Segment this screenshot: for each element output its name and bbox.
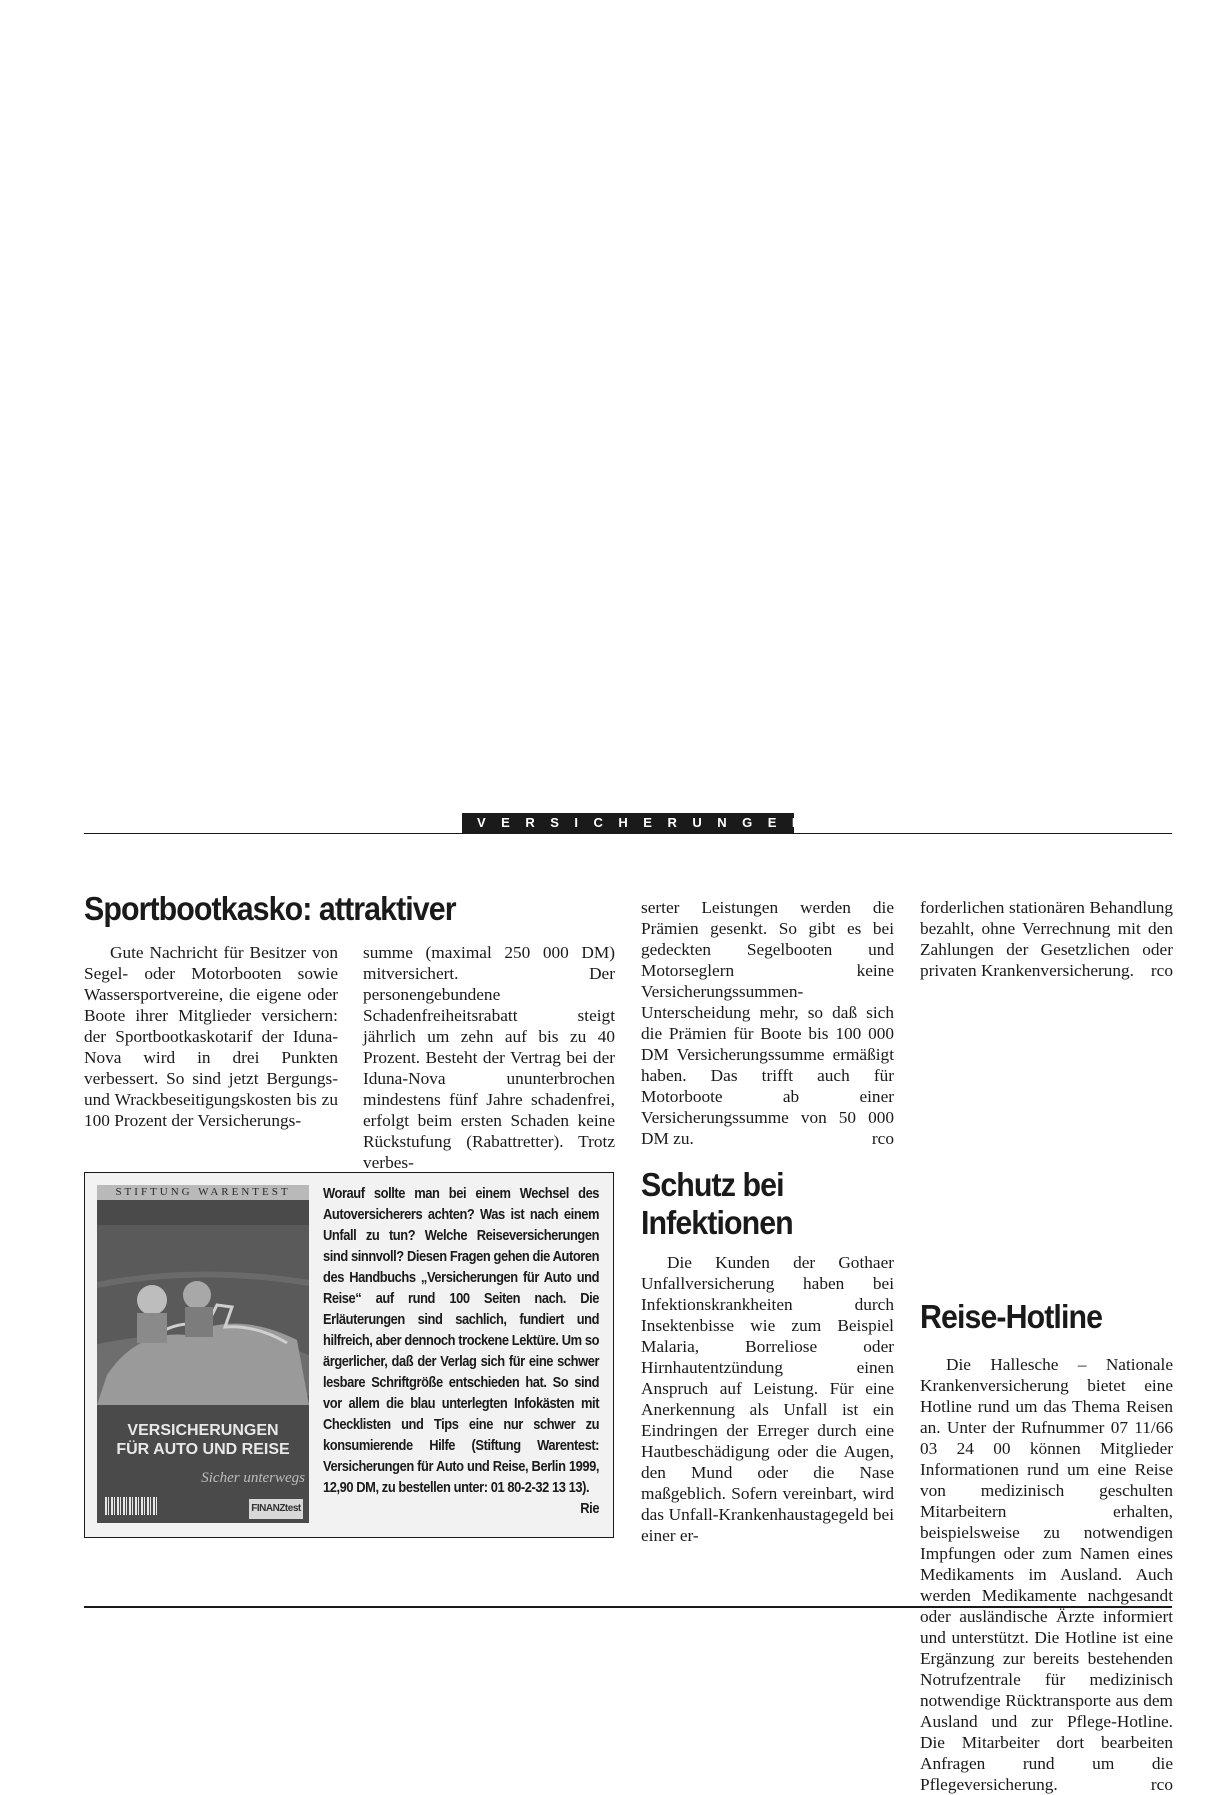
section-tag: VERSICHERUNGEN [462, 813, 794, 833]
body-text-span: serter Leistungen werden die Prämien gesenkt. So gibt es bei gedeckten Segelbooten und Motorseglern keine Versicherungssummen-Unterscheidung mehr, so daß sich die Prämien für Boote bis 100 000 DM Versicherungssumme ermäßigt haben. Das trifft auch für Motorboote ab einer Versicherungssumme von 50 000 DM zu. [641, 898, 894, 1148]
headline-reise-hotline: Reise-Hotline [920, 1298, 1103, 1335]
headline-sportbootkasko: Sportbootkasko: attraktiver [84, 890, 456, 927]
author-signature: Rie [580, 1500, 600, 1517]
cover-car-illustration [97, 1225, 309, 1405]
publisher-logo: FINANZtest [249, 1499, 303, 1519]
article-reise-hotline-column-4 [920, 1354, 1173, 1795]
cover-title [97, 1421, 309, 1459]
book-review-text [323, 1183, 599, 1519]
cover-subtitle: Sicher unterwegs [201, 1470, 305, 1486]
article-sportbootkasko-column-3 [641, 897, 894, 1149]
author-signature: rco [871, 1129, 894, 1148]
article-infektionen-column-4 [920, 897, 1173, 981]
headline-schutz-bei-infektionen: Schutz bei Infektionen [641, 1166, 793, 1241]
book-review-body: Worauf sollte man bei einem Wechsel des Autoversicherers achten? Was ist nach einem Unfall zu tun? Welche Reiseversicherungen sind sinnvoll? Diesen Fragen gehen die Autoren des Handbuchs „Versicherungen für Auto und Reise“ auf rund 100 Seiten nach. Die Erläuterungen sind sachlich, fundiert und hilfreich, aber dennoch trockene Lektüre. Um so ärgerlicher, daß der Verlag sich für eine schwer lesbare Schriftgröße entschieden hat. So sind vor allem die blau unterlegten Infokästen mit Checklisten und Tips eine nur schwer zu konsumierende Hilfe (Stiftung Warentest: Versicherungen für Auto und Reise, Berlin 1999, 12,90 DM, zu bestellen unter: 01 80-2-32 13 13). [323, 1185, 600, 1496]
body-text: summe (maximal 250 000 DM) mitversichert. Der personengebundene Schadenfreiheitsrabatt steigt jährlich um zehn auf bis zu 40 Prozent. Besteht der Vertrag bei der Iduna-Nova ununterbrochen mindestens fünf Jahre schadenfrei, erfolgt beim ersten Schaden keine Rückstufung (Rabattretter). Trotz verbes- [363, 943, 615, 1172]
body-text [641, 897, 894, 1149]
cover-title-line-1: VERSICHERUNGEN [127, 1422, 279, 1439]
book-cover-image [97, 1185, 309, 1523]
body-text-span: Die Hallesche – Nationale Krankenversicherung bietet eine Hotline rund um das Thema Reisen an. Unter der Rufnummer 07 11/66 03 24 00 können Mitglieder Informationen rund um eine Reise von medizinisch geschulten Mitarbeitern erhalten, beispielsweise zu notwendigen Impfungen oder zum Namen eines Medikaments im Ausland. Auch werden Medikamente nachgesandt oder ausländische Ärzte informiert und unterstützt. Die Hotline ist eine Ergänzung zur bereits bestehenden Notrufzentrale für medizinisch notwendige Rücktransporte aus dem Ausland und zur Pflege-Hotline. Die Mitarbeiter dort bearbeiten Anfragen rund um die Pflegeversicherung. [920, 1355, 1173, 1794]
body-text [920, 897, 1173, 981]
top-rule [84, 833, 1172, 834]
cover-title-line-2: FÜR AUTO UND REISE [116, 1441, 290, 1458]
body-text: Die Kunden der Gothaer Unfallversicherung haben bei Infektionskrankheiten durch Insektenbisse wie zum Beispiel Malaria, Borreliose oder Hirnhautentzündung einen Anspruch auf Leistung. Für eine Anerkennung als Unfall ist ein Eindringen der Erreger durch eine Hautbeschädigung oder die Augen, den Mund oder die Nase maßgeblich. Sofern vereinbart, wird das Unfall-Krankenhaustagegeld bei einer er- [641, 1253, 894, 1545]
body-text-span: forderlichen stationären Behandlung bezahlt, ohne Verrechnung mit den Zahlungen der Gesetzlichen oder privaten Krankenversicherung. [920, 898, 1173, 980]
barcode [105, 1497, 159, 1515]
body-text: Gute Nachricht für Besitzer von Segel- oder Motorbooten sowie Wassersportvereine, die eigene oder Boote ihrer Mitglieder versichern: der Sportbootkaskotarif der Iduna-Nova wird in drei Punkten verbessert. So sind jetzt Bergungs- und Wrackbeseitigungskosten bis zu 100 Prozent der Versicherungs- [84, 943, 338, 1130]
article-sportbootkasko-column-1 [84, 942, 338, 1131]
cover-band: STIFTUNG WARENTEST [97, 1185, 309, 1200]
article-sportbootkasko-column-2 [363, 942, 615, 1173]
body-text [920, 1354, 1173, 1795]
author-signature: rco [1150, 1775, 1173, 1794]
article-infektionen-column-3 [641, 1252, 894, 1546]
author-signature: rco [1150, 961, 1173, 980]
bottom-rule [84, 1606, 1172, 1608]
book-review-box [84, 1172, 614, 1538]
